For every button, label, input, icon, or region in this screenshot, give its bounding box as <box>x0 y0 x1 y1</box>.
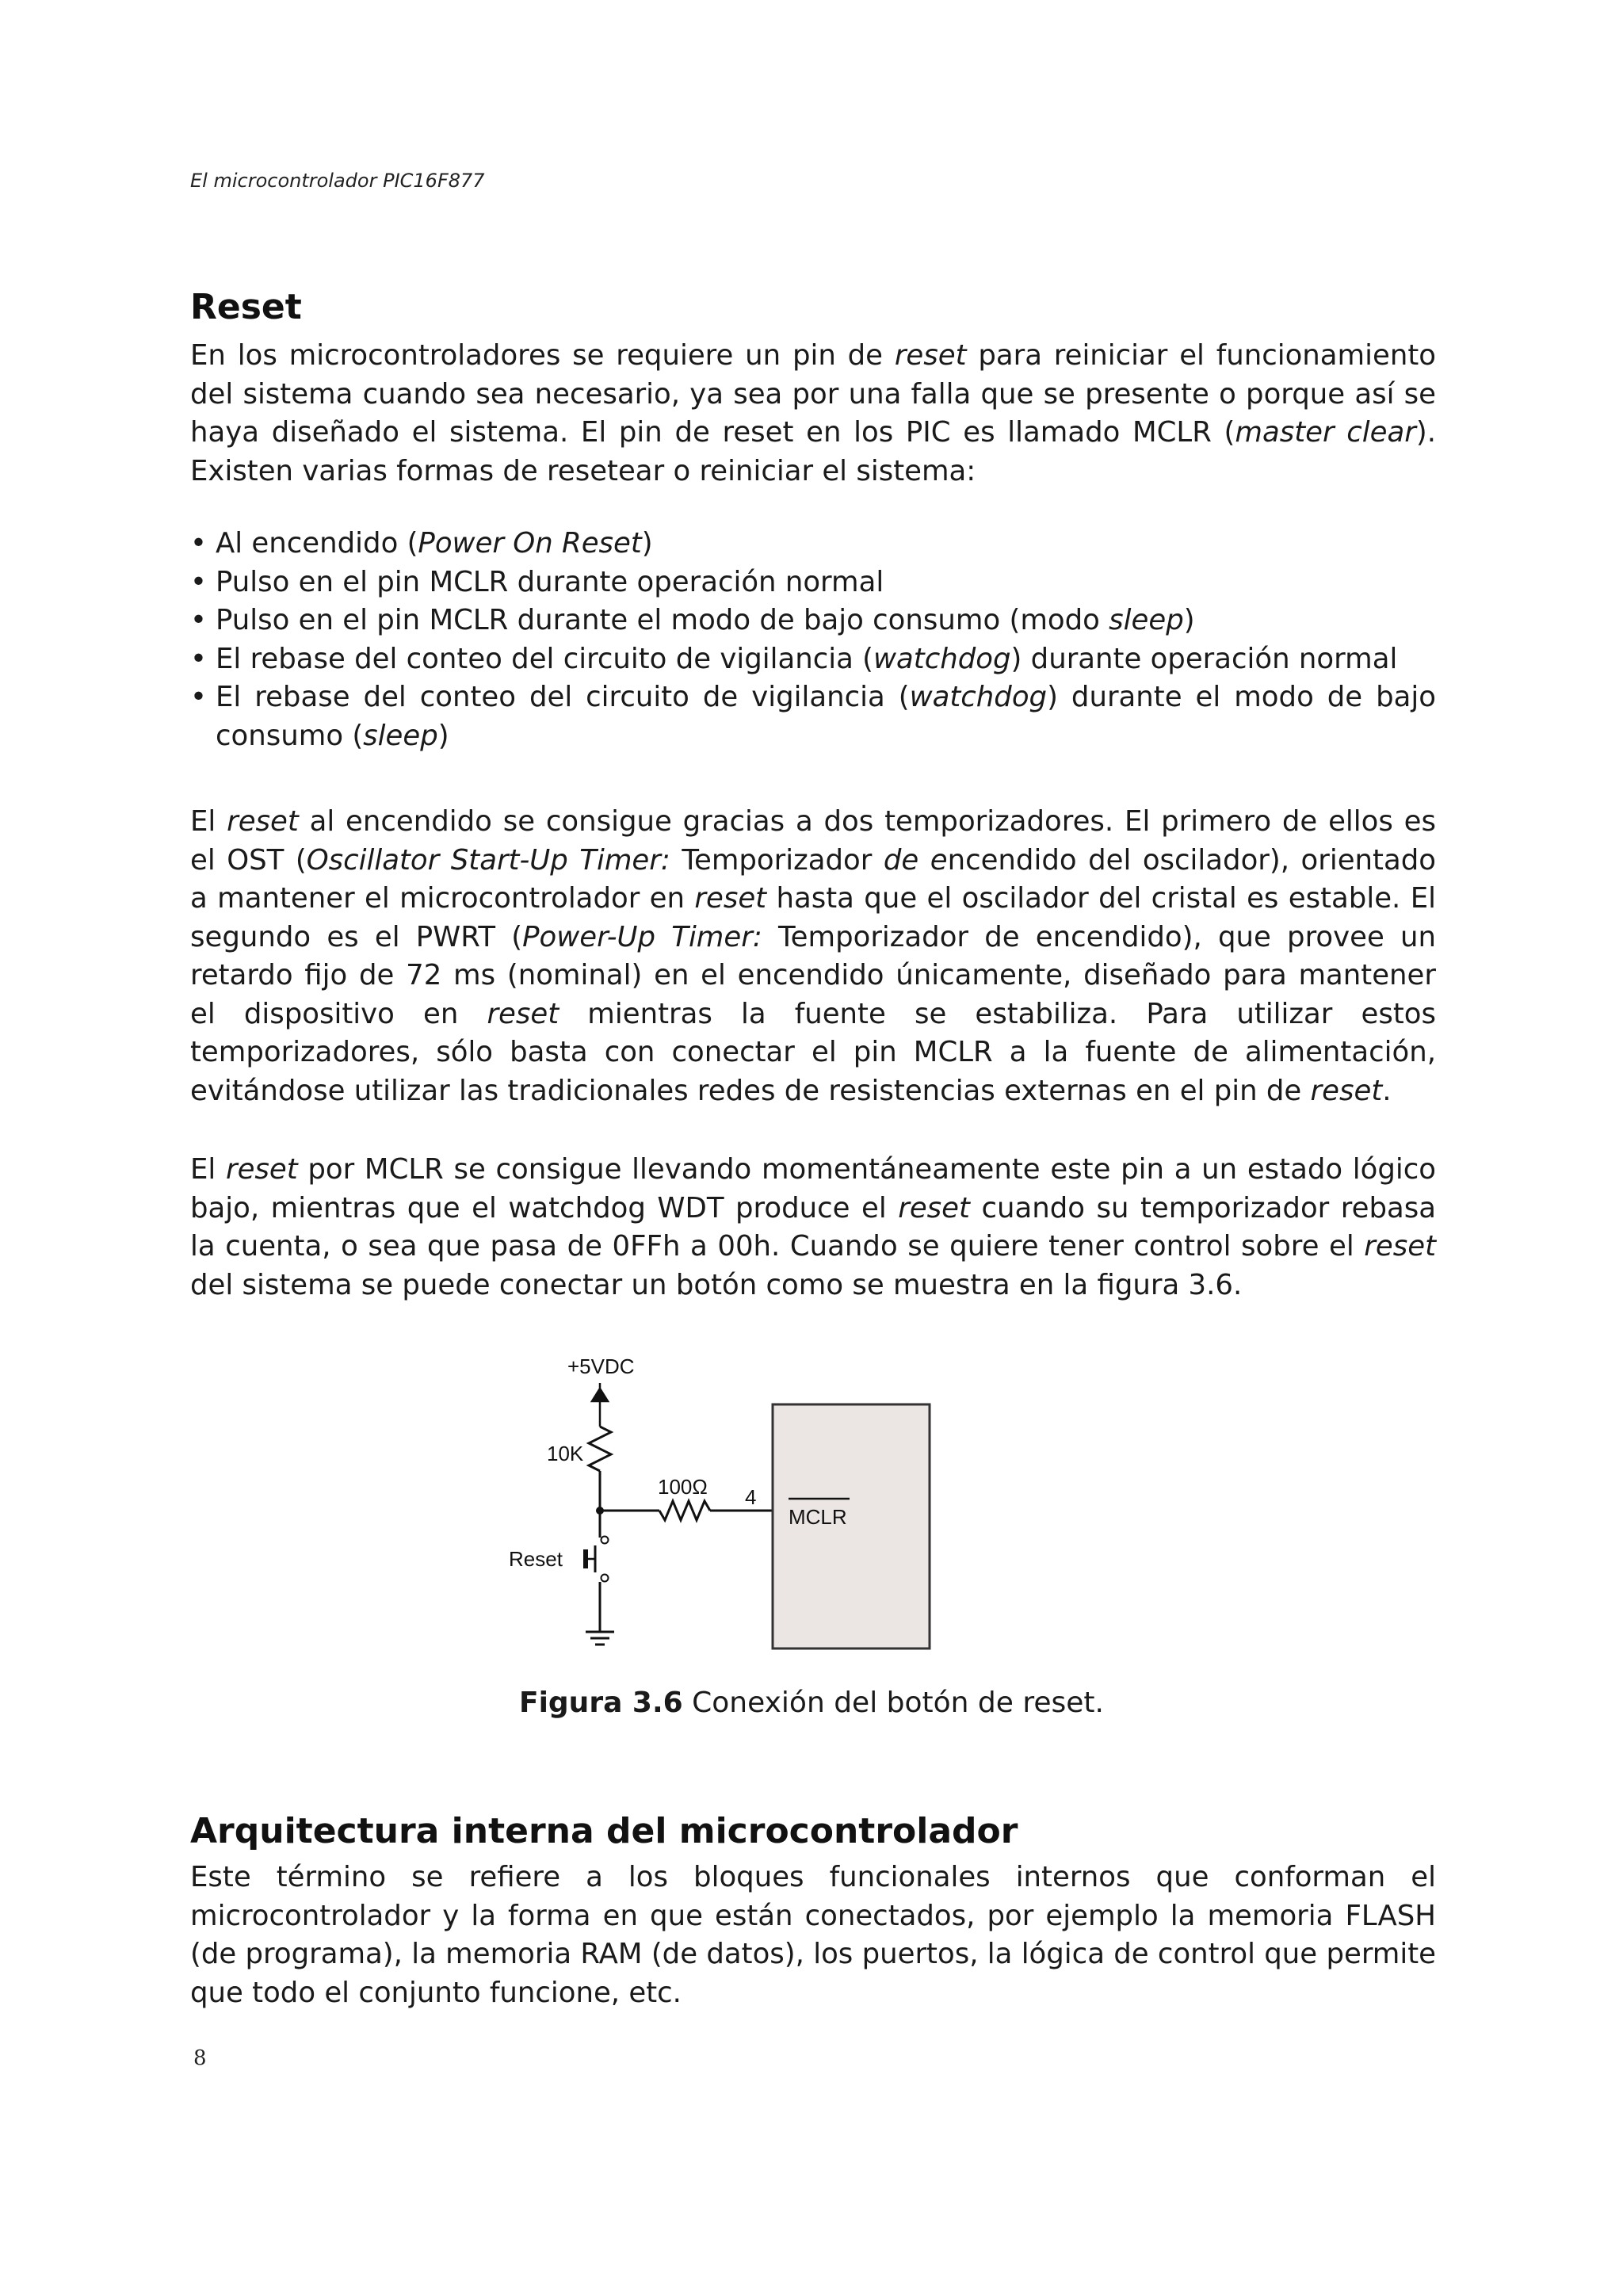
series-resistor-label: 100Ω <box>658 1475 708 1499</box>
page-number: 8 <box>193 2046 207 2070</box>
list-item: • El rebase del conteo del circuito de vigilancia (watchdog) durante operación normal <box>190 640 1436 679</box>
pullup-resistor-label: 10K <box>547 1442 584 1465</box>
power-on-reset-paragraph: El reset al encendido se consigue gracias a dos temporizadores. El primero de ellos es el OST (Oscillator Start-Up Timer: Temporizador de encendido del oscilador), orientado a mantener el microcontrolador en reset hasta que el oscilador del cristal es estable. El segundo es el PWRT (Power-Up Timer: Temporizador de encendido), que provee un retardo fijo de 72 ms (nominal) en el encendido únicamente, diseñado para mantener el dispositivo en reset mientras la fuente se estabiliza. Para utilizar estos temporizadores, sólo basta con conectar el pin MCLR a la fuente de alimentación, evitándose utilizar las tradicionales redes de resistencias externas en el pin de reset. <box>190 805 1437 1107</box>
reset-intro-paragraph: En los microcontroladores se requiere un pin de reset para reiniciar el funcionamiento del sistema cuando sea necesario, ya sea por una falla que se presente o porque así se haya diseñado el sistema. El pin de reset en los PIC es llamado MCLR (master clear). Existen varias formas de resetear o reiniciar el sistema: <box>190 339 1437 487</box>
list-item: • Pulso en el pin MCLR durante operación normal <box>190 563 1436 602</box>
pin-number-label: 4 <box>745 1485 757 1509</box>
section-title-architecture: Arquitectura interna del microcontrolador <box>190 1811 1018 1851</box>
reset-methods-list <box>190 525 1436 755</box>
mclr-pin-label: MCLR <box>789 1505 847 1529</box>
mclr-reset-paragraph: El reset por MCLR se consigue llevando momentáneamente este pin a un estado lógico bajo, mientras que el watchdog WDT produce el reset cuando su temporizador rebasa la cuenta, o sea que pasa de 0FFh a 00h. Cuando se quiere tener control sobre el reset del sistema se puede conectar un botón como se muestra en la figura 3.6. <box>190 1153 1437 1301</box>
section-title-reset: Reset <box>190 287 302 327</box>
pushbutton-plunger-icon <box>583 1549 588 1568</box>
list-item: • Al encendido (Power On Reset) <box>190 525 1436 563</box>
supply-arrow-icon <box>592 1383 608 1427</box>
list-item: • Pulso en el pin MCLR durante el modo de bajo consumo (modo sleep) <box>190 602 1436 640</box>
architecture-paragraph: Este término se refiere a los bloques funcionales internos que conforman el microcontrolador y la forma en que están conectados, por ejemplo la memoria FLASH (de programa), la memoria RAM (de datos), los puertos, la lógica de control que permite que todo el conjunto funcione, etc. <box>190 1861 1436 2009</box>
pullup-resistor-icon <box>589 1427 611 1471</box>
reset-circuit-diagram <box>491 1339 967 1672</box>
list-item: • El rebase del conteo del circuito de vigilancia (watchdog) durante el modo de bajo consumo (sleep) <box>190 678 1436 755</box>
running-header: El microcontrolador PIC16F877 <box>190 170 485 192</box>
series-resistor-icon <box>659 1501 710 1520</box>
supply-voltage-label: +5VDC <box>567 1354 635 1378</box>
switch-contact-bottom-icon <box>601 1575 609 1582</box>
switch-contact-top-icon <box>601 1537 609 1544</box>
figure-caption: Figura 3.6 Conexión del botón de reset. <box>518 1687 1104 1719</box>
reset-button-label: Reset <box>509 1547 563 1571</box>
ground-icon <box>586 1632 614 1645</box>
